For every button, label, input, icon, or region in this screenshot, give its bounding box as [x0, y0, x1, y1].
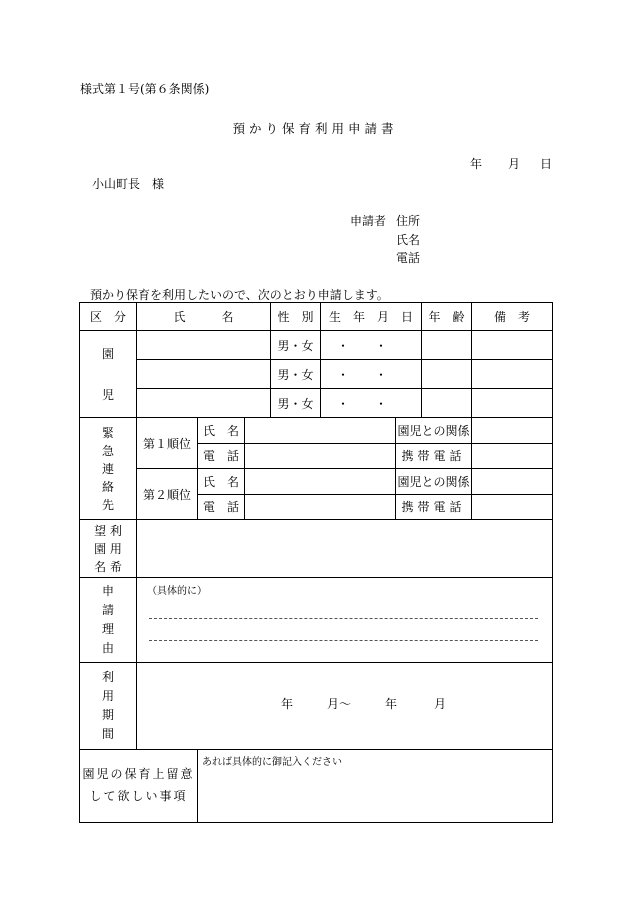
period-label: 利 用 期 間: [80, 663, 137, 750]
header-remarks: 備 考: [472, 303, 553, 331]
applicant-label: 申請者: [350, 214, 387, 228]
priority-1-phone-field[interactable]: [245, 443, 396, 469]
child-row-3: [80, 389, 553, 418]
priority-2-mobile-field[interactable]: [472, 494, 553, 520]
header-category: 区 分: [80, 303, 137, 331]
child-3-age[interactable]: [422, 389, 472, 418]
priority-2-name-field[interactable]: [245, 469, 396, 495]
child-row-1: [80, 331, 553, 360]
child-2-name-field[interactable]: [137, 360, 271, 389]
reason-label: 申 請 理 由: [80, 578, 137, 663]
header-name: 氏 名: [137, 303, 271, 331]
priority-1-relation-label: 園児との関係: [396, 418, 472, 444]
date-year-label: 年: [470, 157, 483, 171]
priority-1-name-field[interactable]: [245, 418, 396, 444]
reason-row: [80, 578, 553, 663]
desired-facility-row: [80, 520, 553, 578]
date-month-label: 月: [508, 157, 521, 171]
priority-2-mobile-label: 携帯電話: [396, 494, 472, 520]
period-month-2: 月: [434, 697, 447, 711]
childcare-notes-row: [80, 750, 553, 823]
period-row: [80, 663, 553, 750]
header-age: 年 齢: [422, 303, 472, 331]
priority-1-mobile-field[interactable]: [472, 443, 553, 469]
desired-facility-field[interactable]: [137, 520, 553, 578]
emergency-row-1: [80, 418, 553, 444]
reason-line-2: [149, 640, 538, 641]
priority-2-phone-label: 電 話: [198, 494, 245, 520]
child-3-gender[interactable]: 男・女: [271, 389, 321, 418]
priority-1-name-label: 氏 名: [198, 418, 245, 444]
child-1-remarks[interactable]: [472, 331, 553, 360]
period-field[interactable]: [137, 663, 553, 750]
applicant-name-label: 氏名: [396, 233, 421, 247]
child-label-bottom: 児: [101, 388, 114, 402]
document-title: 預かり保育利用申請書: [232, 121, 398, 136]
reason-note: （具体的に）: [147, 586, 207, 597]
child-1-gender[interactable]: 男・女: [271, 331, 321, 360]
intro-text: 預かり保育を利用したいので、次のとおり申請します。: [90, 288, 389, 302]
period-year-2: 年: [385, 697, 398, 711]
child-2-age[interactable]: [422, 360, 472, 389]
header-gender: 性 別: [271, 303, 321, 331]
child-1-name-field[interactable]: [137, 331, 271, 360]
child-2-gender[interactable]: 男・女: [271, 360, 321, 389]
priority-1-relation-field[interactable]: [472, 418, 553, 444]
priority-2-relation-field[interactable]: [472, 469, 553, 495]
reason-field[interactable]: [137, 578, 553, 663]
form-number: 様式第１号(第６条関係): [80, 82, 210, 96]
child-label: [80, 331, 137, 418]
header-row: [80, 303, 553, 331]
period-year-1: 年: [281, 697, 294, 711]
header-birthdate: 生 年 月 日: [321, 303, 422, 331]
emergency-row-3: [80, 469, 553, 495]
childcare-notes-hint: あれば具体的に御記入ください: [202, 757, 342, 768]
priority-1-label: 第１順位: [137, 418, 198, 469]
child-3-birthdate[interactable]: ・・: [321, 389, 422, 418]
child-label-top: 園: [101, 347, 114, 361]
child-2-remarks[interactable]: [472, 360, 553, 389]
priority-1-phone-label: 電 話: [198, 443, 245, 469]
applicant-address-label: 住所: [396, 214, 421, 228]
addressee: 小山町長 様: [92, 177, 165, 191]
child-1-age[interactable]: [422, 331, 472, 360]
priority-2-relation-label: 園児との関係: [396, 469, 472, 495]
applicant-phone-label: 電話: [396, 251, 421, 265]
date-day-label: 日: [540, 157, 553, 171]
period-month-1: 月〜: [327, 697, 352, 711]
priority-2-label: 第２順位: [137, 469, 198, 520]
priority-2-name-label: 氏 名: [198, 469, 245, 495]
child-3-remarks[interactable]: [472, 389, 553, 418]
desired-facility-label: 望 利 園 用 名 希: [80, 520, 137, 578]
child-3-name-field[interactable]: [137, 389, 271, 418]
child-1-birthdate[interactable]: ・・: [321, 331, 422, 360]
emergency-label: 緊 急 連 絡 先: [80, 418, 137, 520]
childcare-notes-field[interactable]: [198, 750, 553, 823]
child-2-birthdate[interactable]: ・・: [321, 360, 422, 389]
reason-line-1: [149, 618, 538, 619]
childcare-notes-label: 園児の保育上留意 して欲しい事項: [80, 750, 198, 823]
child-row-2: [80, 360, 553, 389]
priority-2-phone-field[interactable]: [245, 494, 396, 520]
application-form-table: [79, 302, 553, 823]
priority-1-mobile-label: 携帯電話: [396, 443, 472, 469]
